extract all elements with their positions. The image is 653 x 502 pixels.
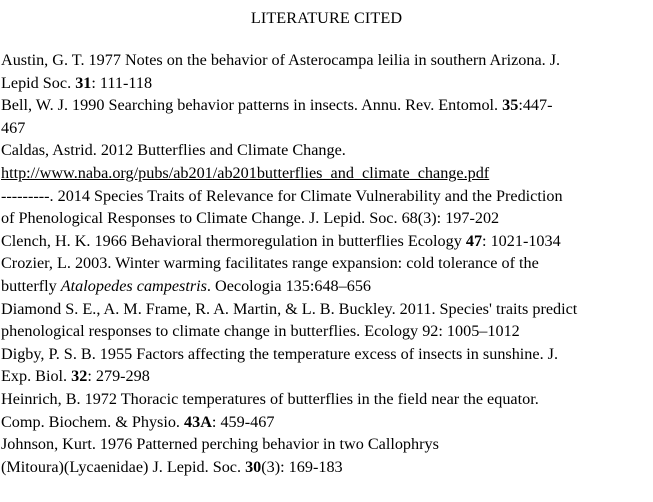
species-name: Atalopedes campestris: [60, 276, 207, 295]
reference-text: phenological responses to climate change in butterflies. Ecology 92: 1005–1012: [1, 322, 520, 341]
reference-url-link[interactable]: http://www.naba.org/pubs/ab201/ab201butterflies_and_climate_change.pdf: [1, 163, 490, 182]
reference-text: Lepid Soc.: [1, 73, 76, 92]
reference-entry: [1, 388, 651, 433]
reference-first-line: [1, 388, 651, 411]
reference-first-line: [1, 252, 651, 275]
reference-continuation-line: [1, 207, 651, 230]
reference-text: : 459-467: [211, 412, 275, 431]
reference-entry: [1, 298, 651, 343]
reference-first-line: [1, 298, 651, 321]
reference-list: [1, 49, 651, 478]
reference-continuation-line: [1, 320, 651, 343]
reference-text: Johnson, Kurt. 1976 Patterned perching behavior in two Callophrys: [1, 435, 439, 454]
reference-text: :447-: [518, 96, 553, 115]
reference-text: Diamond S. E., A. M. Frame, R. A. Martin, & L. B. Buckley. 2011. Species' traits predict: [1, 299, 578, 318]
reference-entry: [1, 230, 651, 253]
reference-text: Austin, G. T. 1977 Notes on the behavior of Asterocampa leilia in southern Arizona. J.: [1, 51, 561, 69]
reference-text: 467: [1, 118, 26, 137]
reference-text: . Oecologia 135:648–656: [206, 276, 372, 295]
volume-number: 43A: [184, 412, 212, 431]
reference-first-line: [1, 94, 651, 117]
reference-text: : 279-298: [87, 367, 150, 386]
reference-continuation-line: [1, 456, 651, 479]
reference-text: Comp. Biochem. & Physio.: [1, 412, 185, 431]
reference-continuation-line: [1, 72, 651, 95]
volume-number: 35: [502, 96, 519, 115]
reference-text: Heinrich, B. 1972 Thoracic temperatures of butterflies in the field near the equator.: [1, 389, 539, 408]
reference-entry: [1, 94, 651, 139]
reference-text: : 1021-1034: [482, 231, 561, 250]
reference-first-line: [1, 343, 651, 366]
reference-text: butterfly: [1, 276, 61, 295]
volume-number: 47: [465, 231, 483, 250]
reference-first-line: [1, 49, 651, 72]
reference-first-line: [1, 185, 651, 208]
reference-text: : 111-118: [91, 73, 153, 92]
reference-text: Digby, P. S. B. 1955 Factors affecting the temperature excess of insects in sunshine. J.: [1, 344, 559, 363]
reference-entry: [1, 185, 651, 230]
reference-text: of Phenological Responses to Climate Change. J. Lepid. Soc. 68(3): 197-202: [1, 209, 500, 228]
reference-entry: [1, 139, 651, 184]
reference-first-line: [1, 230, 651, 253]
reference-text: Bell, W. J. 1990 Searching behavior patterns in insects. Annu. Rev. Entomol.: [1, 96, 503, 115]
section-heading: LITERATURE CITED: [250, 9, 403, 27]
reference-entry: [1, 343, 651, 388]
volume-number: 32: [71, 367, 88, 386]
reference-continuation-line: [1, 162, 651, 185]
volume-number: 31: [75, 73, 92, 92]
reference-text: Clench, H. K. 1966 Behavioral thermoregulation in butterflies Ecology: [1, 231, 466, 250]
reference-first-line: [1, 433, 651, 456]
reference-text: Crozier, L. 2003. Winter warming facilitates range expansion: cold tolerance of the: [1, 254, 539, 273]
reference-first-line: [1, 139, 651, 162]
reference-continuation-line: [1, 275, 651, 298]
reference-text: Caldas, Astrid. 2012 Butterflies and Climate Change.: [1, 141, 346, 160]
reference-entry: [1, 49, 651, 94]
reference-text: Exp. Biol.: [1, 367, 72, 386]
reference-text: ---------. 2014 Species Traits of Relevance for Climate Vulnerability and the Prediction: [1, 186, 563, 205]
volume-number: 30: [245, 457, 262, 476]
reference-continuation-line: [1, 411, 651, 434]
reference-continuation-line: [1, 117, 651, 140]
reference-continuation-line: [1, 365, 651, 388]
reference-entry: [1, 252, 651, 297]
reference-text: (3): 169-183: [261, 457, 343, 476]
reference-text: (Mitoura)(Lycaenidae) J. Lepid. Soc.: [1, 457, 246, 476]
reference-entry: [1, 433, 651, 478]
